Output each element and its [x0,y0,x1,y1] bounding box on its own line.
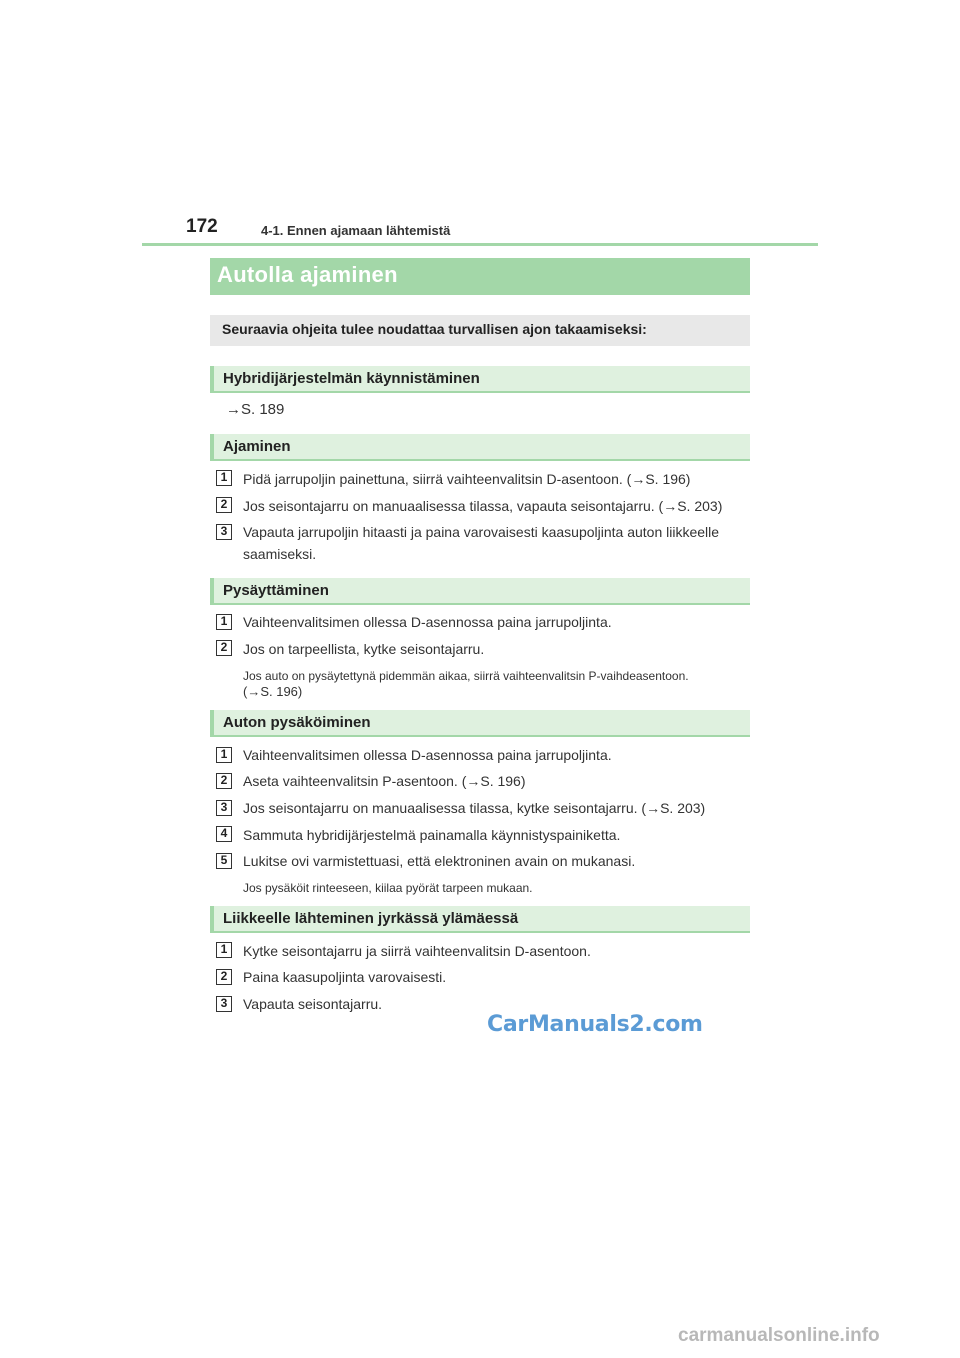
step-text: Lukitse ovi varmistettuasi, että elektroninen avain on mukanasi. [243,853,636,869]
step-number: 2 [216,640,232,656]
step-text-continued: saamiseksi. [243,546,317,562]
step-number: 3 [216,996,232,1012]
step-text: Jos seisontajarru on manuaalisessa tilassa, kytke seisontajarru. (→S. 203) [243,800,706,816]
watermark-link[interactable]: CarManuals2.com [487,1012,703,1037]
intro-text: Seuraavia ohjeita tulee noudattaa turvallisen ajon takaamiseksi: [222,321,647,337]
step-number: 2 [216,773,232,789]
section-heading-label: Pysäyttäminen [223,582,329,599]
step-text: Vapauta seisontajarru. [243,996,383,1012]
section-heading-stopping [210,578,750,605]
chapter-label: 4-1. Ennen ajamaan lähtemistä [261,223,451,238]
footer-watermark: carmanualsonline.info [678,1325,880,1346]
step-text: Pidä jarrupoljin painettuna, siirrä vaihteenvalitsin D-asentoon. (→S. 196) [243,471,691,487]
step-number: 2 [216,497,232,513]
step-text: Paina kaasupoljinta varovaisesti. [243,969,447,985]
step-text: Vaihteenvalitsimen ollessa D-asennossa paina jarrupoljinta. [243,747,612,763]
main-title-bar [210,258,750,295]
step-number: 5 [216,853,232,869]
section-heading-start [210,366,750,393]
section-heading-uphill [210,906,750,933]
note-text: Jos auto on pysäytettynä pidemmän aikaa, siirrä vaihteenvalitsin P-vaihdeasentoon. [243,669,689,683]
step-text: Jos seisontajarru on manuaalisessa tilassa, vapauta seisontajarru. (→S. 203) [243,498,723,514]
step-number: 4 [216,826,232,842]
reference-link[interactable]: →S. 189 [226,401,285,418]
intro-box [210,315,750,346]
step-number: 2 [216,969,232,985]
section-heading-parking [210,710,750,737]
step-text: Vapauta jarrupoljin hitaasti ja paina varovaisesti kaasupoljinta auton liikkeelle [243,524,720,540]
section-heading-driving [210,434,750,461]
header-rule [142,243,818,246]
step-text: Vaihteenvalitsimen ollessa D-asennossa paina jarrupoljinta. [243,614,612,630]
step-number: 1 [216,942,232,958]
step-number: 1 [216,614,232,630]
step-number: 3 [216,800,232,816]
section-heading-label: Auton pysäköiminen [223,714,371,731]
step-number: 1 [216,470,232,486]
step-text: Aseta vaihteenvalitsin P-asentoon. (→S. 196) [243,773,526,789]
step-number: 1 [216,747,232,763]
step-number: 3 [216,524,232,540]
section-heading-label: Liikkeelle lähteminen jyrkässä ylämäessä [223,910,519,927]
page-title: Autolla ajaminen [217,262,398,287]
step-text: Jos on tarpeellista, kytke seisontajarru. [243,641,485,657]
step-text: Sammuta hybridijärjestelmä painamalla käynnistyspainiketta. [243,827,621,843]
section-heading-label: Hybridijärjestelmän käynnistäminen [223,370,480,387]
section-heading-label: Ajaminen [223,438,291,455]
page-number: 172 [186,216,218,237]
step-text: Kytke seisontajarru ja siirrä vaihteenvalitsin D-asentoon. [243,943,591,959]
note-text-continued: (→S. 196) [243,684,303,699]
note-text: Jos pysäköit rinteeseen, kiilaa pyörät tarpeen mukaan. [243,881,533,895]
